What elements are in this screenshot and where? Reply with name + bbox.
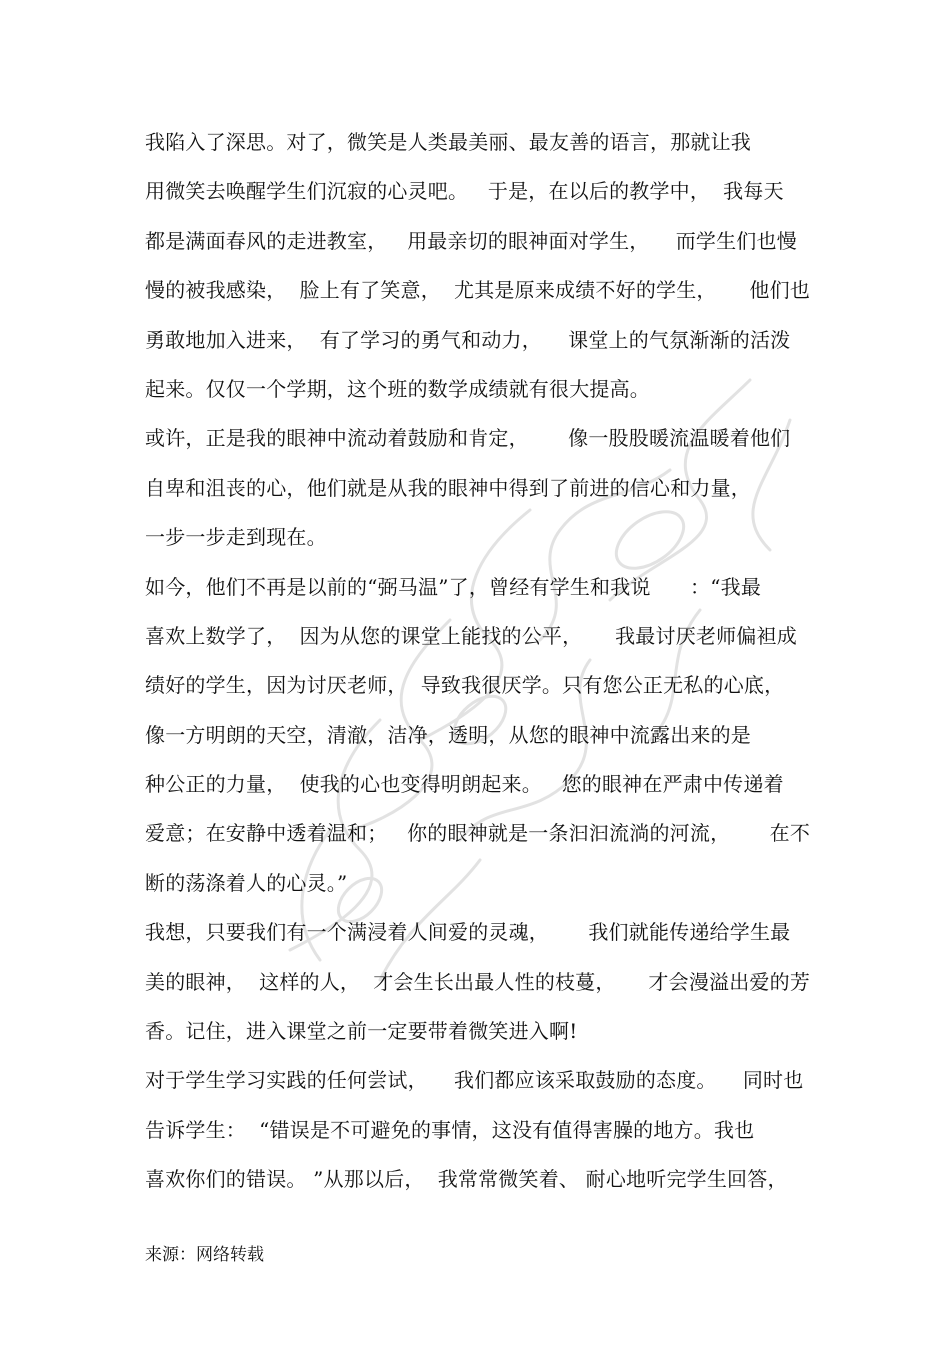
source-note: 来源：网络转载 xyxy=(145,1245,264,1265)
text-line: 绩好的学生，因为讨厌老师， 导致我很厌学。只有您公正无私的心底， xyxy=(145,673,785,698)
text-line: 勇敢地加入进来， 有了学习的勇气和动力， 课堂上的气氛渐渐的活泼 xyxy=(145,327,791,352)
text-line: 慢的被我感染， 脸上有了笑意， 尤其是原来成绩不好的学生， 他们也 xyxy=(145,278,811,303)
text-line: 用微笑去唤醒学生们沉寂的心灵吧。 于是，在以后的教学中， 我每天 xyxy=(145,179,784,204)
text-line: 像一方明朗的天空，清澈，洁净，透明，从您的眼神中流露出来的是 xyxy=(145,722,751,747)
text-line: 起来。仅仅一个学期，这个班的数学成绩就有很大提高。 xyxy=(145,376,650,401)
text-line: 我想，只要我们有一个满浸着人间爱的灵魂， 我们就能传递给学生最 xyxy=(145,920,791,945)
text-line: 自卑和沮丧的心，他们就是从我的眼神中得到了前进的信心和力量， xyxy=(145,475,751,500)
text-line: 一步一步走到现在。 xyxy=(145,525,327,550)
text-line: 或许，正是我的眼神中流动着鼓励和肯定， 像一股股暖流温暖着他们 xyxy=(145,426,791,451)
text-line: 香。记住，进入课堂之前一定要带着微笑进入啊! xyxy=(145,1019,578,1044)
text-line: 如今，他们不再是以前的“弼马温”了，曾经有学生和我说 ：“我最 xyxy=(145,574,762,599)
text-line: 都是满面春风的走进教室， 用最亲切的眼神面对学生， 而学生们也慢 xyxy=(145,228,797,253)
text-line: 告诉学生： “错误是不可避免的事情，这没有值得害臊的地方。我也 xyxy=(145,1117,755,1142)
text-line: 喜欢你们的错误。 ”从那以后， 我常常微笑着、 耐心地听完学生回答， xyxy=(145,1167,788,1192)
text-line: 断的荡涤着人的心灵。” xyxy=(145,870,348,895)
text-line: 对于学生学习实践的任何尝试， 我们都应该采取鼓励的态度。 同时也 xyxy=(145,1068,804,1093)
body-text xyxy=(145,118,810,1205)
text-line: 美的眼神， 这样的人， 才会生长出最人性的枝蔓， 才会漫溢出爱的芳 xyxy=(145,969,811,994)
text-line: 我陷入了深思。对了，微笑是人类最美丽、最友善的语言，那就让我 xyxy=(145,130,751,154)
text-line: 种公正的力量， 使我的心也变得明朗起来。 您的眼神在严肃中传递着 xyxy=(145,772,784,797)
text-line: 喜欢上数学了， 因为从您的课堂上能找的公平， 我最讨厌老师偏袒成 xyxy=(145,623,797,648)
text-line: 爱意；在安静中透着温和； 你的眼神就是一条汩汩流淌的河流， 在不 xyxy=(145,821,811,846)
